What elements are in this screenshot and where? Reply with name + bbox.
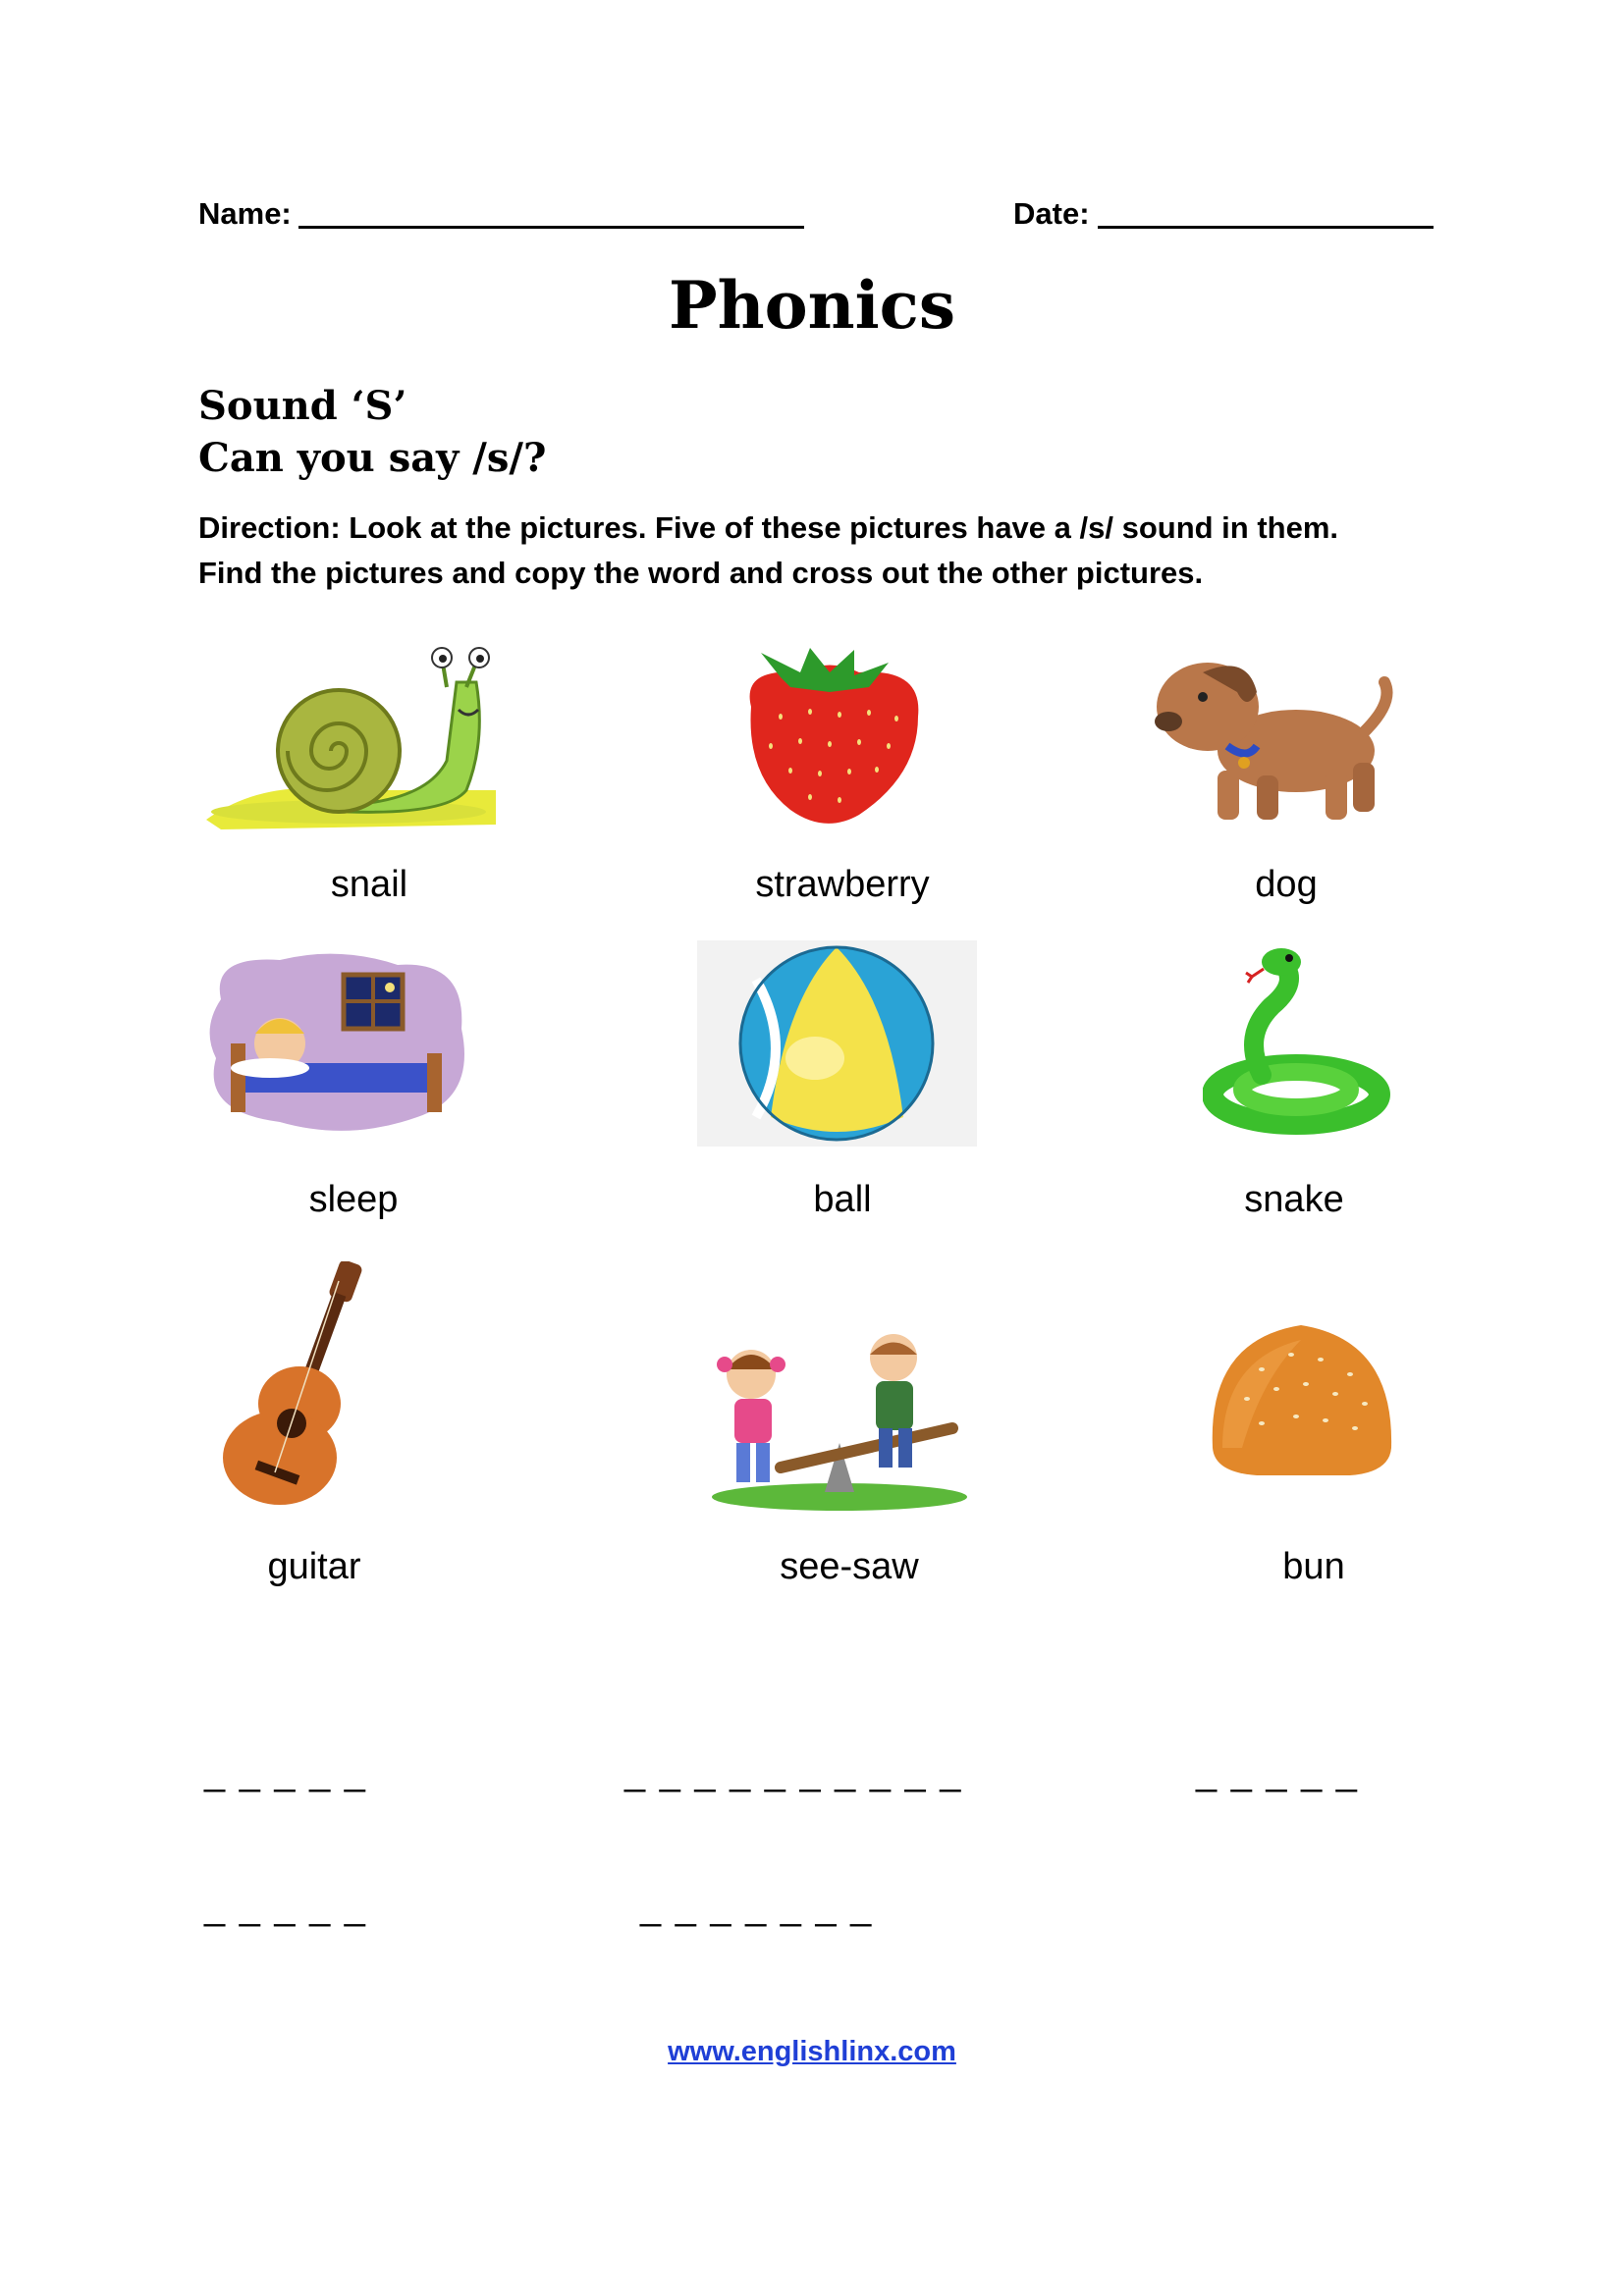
answer-blank-5[interactable]: _ _ _ _ _ _ _ bbox=[640, 1887, 874, 1928]
snail-icon bbox=[201, 643, 501, 829]
name-label: Name: bbox=[198, 196, 292, 231]
direction-line-2: Find the pictures and copy the word and cross out the other pictures. bbox=[198, 556, 1204, 590]
word-snail: snail bbox=[330, 864, 408, 905]
date-field[interactable] bbox=[1098, 226, 1434, 229]
dog-icon bbox=[1149, 653, 1399, 829]
page-title: Phonics bbox=[668, 267, 956, 344]
word-sleep: sleep bbox=[308, 1179, 399, 1220]
word-snake: snake bbox=[1244, 1179, 1344, 1220]
sound-heading: Sound ‘S’ bbox=[198, 383, 407, 429]
word-dog: dog bbox=[1255, 864, 1318, 905]
answer-blank-1[interactable]: _ _ _ _ _ bbox=[204, 1752, 367, 1793]
word-guitar: guitar bbox=[267, 1546, 361, 1587]
word-bun: bun bbox=[1282, 1546, 1345, 1587]
date-label: Date: bbox=[1013, 196, 1090, 231]
question-heading: Can you say /s/? bbox=[198, 435, 547, 481]
sleeping-child-icon bbox=[201, 950, 471, 1137]
answer-blank-3[interactable]: _ _ _ _ _ bbox=[1196, 1752, 1359, 1793]
direction-text bbox=[198, 506, 1475, 596]
word-ball: ball bbox=[813, 1179, 872, 1220]
footer-link[interactable]: www.englishlinx.com bbox=[668, 2036, 956, 2067]
beach-ball-icon bbox=[697, 940, 977, 1147]
guitar-icon bbox=[221, 1261, 388, 1507]
answer-blank-4[interactable]: _ _ _ _ _ bbox=[204, 1887, 367, 1928]
answer-blank-2[interactable]: _ _ _ _ _ _ _ _ _ _ bbox=[624, 1752, 963, 1793]
see-saw-icon bbox=[707, 1330, 972, 1512]
snake-icon bbox=[1203, 947, 1394, 1139]
word-strawberry: strawberry bbox=[755, 864, 930, 905]
name-field[interactable] bbox=[298, 226, 804, 229]
bun-icon bbox=[1203, 1301, 1404, 1487]
word-see-saw: see-saw bbox=[780, 1546, 919, 1587]
strawberry-icon bbox=[731, 648, 933, 829]
direction-line-1: Direction: Look at the pictures. Five of these pictures have a /s/ sound in them. bbox=[198, 510, 1339, 545]
